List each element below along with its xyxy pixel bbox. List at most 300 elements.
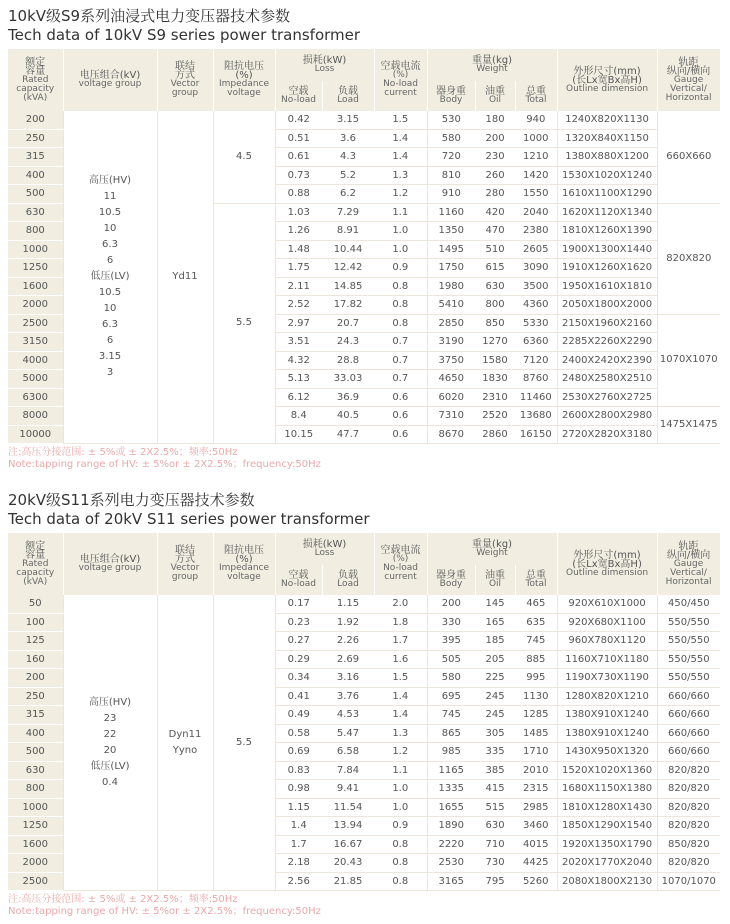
table2-cell-voltage-group — [63, 595, 157, 891]
table1-header-total-line: 总重 — [526, 86, 547, 97]
table1-cell-dimension: 2050X1800X2000 — [557, 296, 657, 315]
table1-cell-noload-loss: 0.51 — [275, 129, 322, 148]
table1 — [8, 49, 721, 444]
table2-cell-oil-weight: 165 — [475, 613, 515, 632]
table1-cell-total-weight: 940 — [515, 111, 557, 129]
table1-cell-dimension: 2150X1960X2160 — [557, 314, 657, 333]
table1-header-body — [427, 81, 475, 111]
table2-cell-load-loss: 9.41 — [322, 780, 374, 799]
table2-cell-dimension: 2080X1800X2130 — [557, 872, 657, 891]
table2-cell-noload-loss: 0.29 — [275, 650, 322, 669]
table1-cell-noload-loss: 8.4 — [275, 407, 322, 426]
table1-cell-dimension: 2720X2820X3180 — [557, 425, 657, 444]
table2-header-noload-current — [374, 533, 427, 595]
table2-header-impedance-line: (%) — [235, 554, 253, 565]
table2-cell-body-weight: 395 — [427, 632, 475, 651]
table1-cell-noload-loss: 2.11 — [275, 277, 322, 296]
table2-cell-load-loss: 11.54 — [322, 798, 374, 817]
table2-cell-noload-current: 0.8 — [374, 872, 427, 891]
table2-cell-capacity: 160 — [8, 650, 63, 669]
table1-header-voltage — [63, 49, 157, 111]
table1-voltage-group-line: 6 — [106, 335, 114, 346]
table1-cell-load-loss: 7.29 — [322, 203, 374, 222]
table2-cell-noload-loss: 1.7 — [275, 835, 322, 854]
table1-header-total-line: Total — [525, 95, 547, 105]
table2-cell-total-weight: 885 — [515, 650, 557, 669]
table2-cell-dimension: 920X680X1100 — [557, 613, 657, 632]
table1-cell-noload-loss: 0.61 — [275, 148, 322, 167]
table1-cell-impedance: 4.5 — [213, 111, 275, 203]
table1-cell-noload-loss: 2.97 — [275, 314, 322, 333]
table1-cell-gauge: 1070X1070 — [657, 314, 720, 407]
table2-header-body — [427, 565, 475, 595]
table2-cell-load-loss: 1.15 — [322, 595, 374, 613]
table2-cell-gauge: 550/550 — [657, 613, 720, 632]
table2-cell-oil-weight: 305 — [475, 724, 515, 743]
table1-voltage-group-line: 6 — [106, 255, 114, 266]
table1-cell-noload-loss: 2.52 — [275, 296, 322, 315]
table1-header-noload-loss-line: No-load — [281, 95, 316, 105]
table2-cell-noload-current: 1.4 — [374, 687, 427, 706]
table2-cell-dimension: 1160X710X1180 — [557, 650, 657, 669]
table2-cell-gauge: 660/660 — [657, 743, 720, 762]
table1-cell-total-weight: 4360 — [515, 296, 557, 315]
table1-header-noload-loss-line: 空载 — [288, 86, 309, 97]
table2-cell-dimension: 1430X950X1320 — [557, 743, 657, 762]
table2-header-vector-line: Vector — [170, 563, 200, 573]
table1-cell-dimension: 2530X2760X2725 — [557, 388, 657, 407]
table1-cell-noload-current: 0.6 — [374, 425, 427, 444]
table1-cell-noload-loss: 0.88 — [275, 185, 322, 204]
table1-cell-body-weight: 2850 — [427, 314, 475, 333]
table1-cell-capacity: 5000 — [8, 370, 63, 389]
table2-cell-noload-loss: 0.34 — [275, 669, 322, 688]
table1-vector-group-line: Yd11 — [172, 271, 198, 282]
table1-header-impedance-line: voltage — [227, 88, 261, 98]
table2-cell-load-loss: 13.94 — [322, 817, 374, 836]
table2-cell-body-weight: 2530 — [427, 854, 475, 873]
table2-header-capacity — [8, 533, 63, 595]
table2-cell-gauge: 550/550 — [657, 669, 720, 688]
table1-cell-noload-loss: 1.26 — [275, 222, 322, 241]
table2-header-loss — [275, 533, 374, 565]
table1-cell-dimension: 2400X2420X2390 — [557, 351, 657, 370]
table2-cell-oil-weight: 515 — [475, 798, 515, 817]
table2-cell-load-loss: 3.16 — [322, 669, 374, 688]
table2-cell-oil-weight: 415 — [475, 780, 515, 799]
table1-header-impedance-line: Impedance — [218, 79, 270, 89]
table2-header-vector — [157, 533, 213, 595]
table1-header-total — [515, 81, 557, 111]
table1-cell-total-weight: 2380 — [515, 222, 557, 241]
table2-cell-capacity: 100 — [8, 613, 63, 632]
table2-cell-gauge: 820/820 — [657, 798, 720, 817]
table2-header-gauge-line: 纵向/横向 — [666, 549, 711, 561]
table1-cell-gauge: 1475X1475 — [657, 407, 720, 444]
table1-cell-dimension: 1810X1260X1390 — [557, 222, 657, 241]
table2-cell-noload-loss: 2.56 — [275, 872, 322, 891]
table1-cell-oil-weight: 1580 — [475, 351, 515, 370]
table1-cell-dimension: 1530X1020X1240 — [557, 166, 657, 185]
table2-cell-noload-current: 1.2 — [374, 743, 427, 762]
table2-header-impedance-line: 阻抗电压 — [224, 545, 264, 556]
table2-header-vector-line: group — [171, 572, 199, 582]
table1-cell-capacity: 800 — [8, 222, 63, 241]
table2-cell-total-weight: 1285 — [515, 706, 557, 725]
table1-header-weight-line: Weight — [476, 64, 508, 74]
table2-cell-total-weight: 465 — [515, 595, 557, 613]
table1-header-load-loss — [322, 81, 374, 111]
table2-cell-dimension: 1280X820X1210 — [557, 687, 657, 706]
table1-cell-body-weight: 5410 — [427, 296, 475, 315]
table1-header-capacity-line: 容量 — [25, 65, 46, 77]
table2-cell-total-weight: 635 — [515, 613, 557, 632]
table2-cell-load-loss: 5.47 — [322, 724, 374, 743]
table1-cell-noload-loss: 0.42 — [275, 111, 322, 129]
table1-row — [8, 111, 720, 129]
table2-cell-noload-current: 1.0 — [374, 780, 427, 799]
table1-cell-dimension: 1320X840X1150 — [557, 129, 657, 148]
table2-cell-capacity: 1000 — [8, 798, 63, 817]
table2-cell-oil-weight: 205 — [475, 650, 515, 669]
table1-header-noload-loss — [275, 81, 322, 111]
table2-header-voltage — [63, 533, 157, 595]
table2-header-capacity-line: capacity — [16, 567, 55, 578]
table2-cell-noload-loss: 0.17 — [275, 595, 322, 613]
table2-header-noload-loss-line: 空载 — [288, 570, 309, 581]
table1-cell-total-weight: 1210 — [515, 148, 557, 167]
table1-cell-load-loss: 5.2 — [322, 166, 374, 185]
table1-cell-oil-weight: 200 — [475, 129, 515, 148]
table2-cell-oil-weight: 245 — [475, 687, 515, 706]
table1-cell-load-loss: 3.15 — [322, 111, 374, 129]
table2-cell-noload-current: 1.6 — [374, 650, 427, 669]
table1-header-body-line: 器身重 — [436, 86, 467, 97]
table1-note-en: Note:tapping range of HV: ± 5%or ± 2X2.5%；frequency:50Hz — [8, 459, 321, 470]
table1-cell-load-loss: 28.8 — [322, 351, 374, 370]
table2-cell-body-weight: 1165 — [427, 761, 475, 780]
table1-cell-oil-weight: 850 — [475, 314, 515, 333]
table1-cell-dimension: 1950X1610X1810 — [557, 277, 657, 296]
table1-body — [8, 111, 720, 444]
table2-header-oil — [475, 565, 515, 595]
table2-cell-capacity: 315 — [8, 706, 63, 725]
table1-cell-impedance: 5.5 — [213, 203, 275, 444]
table1-cell-total-weight: 5330 — [515, 314, 557, 333]
table2-cell-capacity: 1600 — [8, 835, 63, 854]
table1-cell-dimension: 2600X2800X2980 — [557, 407, 657, 426]
table2-cell-gauge: 550/550 — [657, 632, 720, 651]
table2-header-weight-line: Weight — [476, 548, 508, 558]
table2-title-cn: 20kV级S11系列电力变压器技术参数 — [8, 491, 255, 509]
table1-header-gauge-line: Horizontal — [665, 92, 712, 103]
table1-cell-body-weight: 8670 — [427, 425, 475, 444]
table2-cell-load-loss: 2.26 — [322, 632, 374, 651]
table2-cell-noload-current: 1.7 — [374, 632, 427, 651]
table1-header-gauge-line: Gauge — [673, 74, 704, 85]
table2-header-load-loss-line: 负载 — [338, 570, 358, 581]
table1-cell-total-weight: 1420 — [515, 166, 557, 185]
table2-cell-oil-weight: 710 — [475, 835, 515, 854]
table1-header-loss-line: Loss — [314, 64, 335, 74]
table1-cell-total-weight: 16150 — [515, 425, 557, 444]
table1-cell-load-loss: 4.3 — [322, 148, 374, 167]
table1-cell-body-weight: 3750 — [427, 351, 475, 370]
table2-cell-body-weight: 1655 — [427, 798, 475, 817]
table1-header-capacity-line: (kVA) — [23, 92, 48, 103]
table1-note-cn: 注:高压分接范围: ± 5%或 ± 2X2.5%；频率:50Hz — [8, 447, 238, 458]
table2-cell-total-weight: 1710 — [515, 743, 557, 762]
table1-cell-body-weight: 530 — [427, 111, 475, 129]
table1-cell-noload-loss: 1.48 — [275, 240, 322, 259]
table2 — [8, 533, 721, 891]
table2-header-impedance-line: Impedance — [218, 563, 270, 573]
table1-cell-vector-group — [157, 111, 213, 444]
table1-cell-body-weight: 4650 — [427, 370, 475, 389]
table2-voltage-group-line: 20 — [103, 744, 117, 756]
table1-header-weight-line: 重量(kg) — [472, 55, 512, 66]
table2-cell-load-loss: 6.58 — [322, 743, 374, 762]
table1-header-weight — [427, 49, 557, 81]
table1-cell-capacity: 400 — [8, 166, 63, 185]
table1-cell-total-weight: 3500 — [515, 277, 557, 296]
table1-cell-load-loss: 36.9 — [322, 388, 374, 407]
table1-cell-noload-current: 0.7 — [374, 333, 427, 352]
table2-cell-total-weight: 4425 — [515, 854, 557, 873]
table1-header-noload-current-line: current — [384, 88, 417, 98]
table1-cell-dimension: 1610X1100X1290 — [557, 185, 657, 204]
table2-cell-impedance: 5.5 — [213, 595, 275, 891]
table2-header-dimension-line: Outline dimension — [566, 567, 649, 578]
table2-cell-oil-weight: 795 — [475, 872, 515, 891]
table1-cell-dimension: 1900X1300X1440 — [557, 240, 657, 259]
table2-cell-body-weight: 1890 — [427, 817, 475, 836]
table2-cell-dimension: 1380X910X1240 — [557, 706, 657, 725]
table1-cell-total-weight: 8760 — [515, 370, 557, 389]
table1-cell-capacity: 315 — [8, 148, 63, 167]
table1-voltage-group-line: 高压(HV) — [88, 175, 132, 186]
table2-header-dimension — [557, 533, 657, 595]
table2-header-oil-line: Oil — [488, 579, 502, 589]
table1-cell-gauge: 820X820 — [657, 203, 720, 314]
table1-cell-oil-weight: 1270 — [475, 333, 515, 352]
table1-cell-voltage-group — [63, 111, 157, 444]
table1-cell-noload-current: 1.1 — [374, 203, 427, 222]
table2-cell-noload-loss: 0.41 — [275, 687, 322, 706]
table2-header-dimension-line: 外形尺寸(mm) — [573, 549, 641, 561]
table2-header-body-line: Body — [439, 579, 463, 589]
table2-cell-dimension: 1380X910X1240 — [557, 724, 657, 743]
table2-cell-noload-loss: 0.69 — [275, 743, 322, 762]
table1-cell-noload-current: 1.5 — [374, 111, 427, 129]
table2-header-impedance-line: voltage — [227, 572, 261, 582]
table1-header-oil-line: Oil — [488, 95, 502, 105]
table1-cell-oil-weight: 280 — [475, 185, 515, 204]
table1-title-en: Tech data of 10kV S9 series power transformer — [8, 26, 361, 44]
table1-cell-oil-weight: 420 — [475, 203, 515, 222]
table2-header-noload-loss — [275, 565, 322, 595]
table2-cell-noload-loss: 1.4 — [275, 817, 322, 836]
table2-cell-noload-loss: 0.49 — [275, 706, 322, 725]
table1-header-loss — [275, 49, 374, 81]
table2-cell-capacity: 500 — [8, 743, 63, 762]
table1-cell-capacity: 1000 — [8, 240, 63, 259]
table2-cell-total-weight: 2010 — [515, 761, 557, 780]
table1-cell-capacity: 3150 — [8, 333, 63, 352]
table2-cell-load-loss: 3.76 — [322, 687, 374, 706]
table2-cell-capacity: 400 — [8, 724, 63, 743]
table1-cell-gauge: 660X660 — [657, 111, 720, 203]
table2-cell-body-weight: 745 — [427, 706, 475, 725]
table2-cell-noload-current: 1.1 — [374, 761, 427, 780]
table2-cell-oil-weight: 730 — [475, 854, 515, 873]
table2-cell-dimension: 920X610X1000 — [557, 595, 657, 613]
table2-cell-noload-loss: 1.15 — [275, 798, 322, 817]
table2-cell-body-weight: 985 — [427, 743, 475, 762]
table2-cell-load-loss: 4.53 — [322, 706, 374, 725]
table2-body — [8, 595, 720, 891]
table1-cell-capacity: 200 — [8, 111, 63, 129]
table1-voltage-group-line: 6.3 — [102, 319, 118, 330]
table2-cell-capacity: 2500 — [8, 872, 63, 891]
table2-cell-total-weight: 995 — [515, 669, 557, 688]
table2-cell-body-weight: 505 — [427, 650, 475, 669]
table1-cell-load-loss: 24.3 — [322, 333, 374, 352]
table1-cell-capacity: 630 — [8, 203, 63, 222]
table1-cell-capacity: 8000 — [8, 407, 63, 426]
table2-header-gauge-line: Horizontal — [665, 576, 712, 587]
table2-cell-capacity: 630 — [8, 761, 63, 780]
table1-cell-noload-current: 1.3 — [374, 166, 427, 185]
table1-cell-oil-weight: 470 — [475, 222, 515, 241]
table2-cell-oil-weight: 185 — [475, 632, 515, 651]
table2-header-row — [8, 533, 720, 565]
table1-cell-body-weight: 7310 — [427, 407, 475, 426]
table1-header-dimension-line: 外形尺寸(mm) — [573, 65, 641, 77]
table1-cell-total-weight: 2605 — [515, 240, 557, 259]
table2-header-weight-line: 重量(kg) — [472, 539, 512, 550]
table2-header-noload-current-line: 空载电流 — [380, 545, 421, 556]
table1-cell-total-weight: 7120 — [515, 351, 557, 370]
table1-cell-noload-current: 0.7 — [374, 351, 427, 370]
table1-cell-noload-current: 1.2 — [374, 185, 427, 204]
table2-cell-capacity: 1250 — [8, 817, 63, 836]
table1-cell-load-loss: 10.44 — [322, 240, 374, 259]
table1-header-capacity-line: Rated — [22, 74, 49, 85]
table1-cell-noload-current: 0.8 — [374, 314, 427, 333]
table1-cell-noload-loss: 0.73 — [275, 166, 322, 185]
table1-cell-noload-loss: 1.03 — [275, 203, 322, 222]
table2-header-vector-line: 联结 — [175, 545, 195, 556]
table2-cell-dimension: 1850X1290X1540 — [557, 817, 657, 836]
table1-voltage-group-line: 10.5 — [98, 287, 122, 298]
table2-header-impedance — [213, 533, 275, 595]
table2-cell-gauge: 850/820 — [657, 835, 720, 854]
table2-header-voltage-line: 电压组合(kV) — [79, 554, 141, 565]
table2-cell-oil-weight: 385 — [475, 761, 515, 780]
table2-cell-total-weight: 1130 — [515, 687, 557, 706]
table2-cell-gauge: 550/550 — [657, 650, 720, 669]
table1-header-impedance-line: 阻抗电压 — [224, 61, 264, 72]
table2-section — [8, 491, 720, 918]
table2-cell-dimension: 1920X1350X1790 — [557, 835, 657, 854]
table2-cell-capacity: 125 — [8, 632, 63, 651]
table2-cell-gauge: 450/450 — [657, 595, 720, 613]
table1-header-dimension — [557, 49, 657, 111]
table1-cell-dimension: 1240X820X1130 — [557, 111, 657, 129]
table2-header-body-line: 器身重 — [436, 570, 467, 581]
table1-cell-body-weight: 6020 — [427, 388, 475, 407]
table2-cell-load-loss: 7.84 — [322, 761, 374, 780]
table2-cell-gauge: 820/820 — [657, 761, 720, 780]
table1-voltage-group-line: 10 — [103, 303, 117, 314]
table2-header-noload-current-line: No-load — [383, 563, 418, 573]
table1-cell-oil-weight: 510 — [475, 240, 515, 259]
table1-header-load-loss-line: Load — [337, 95, 359, 105]
table2-cell-body-weight: 330 — [427, 613, 475, 632]
table2-cell-total-weight: 4015 — [515, 835, 557, 854]
table1-cell-body-weight: 580 — [427, 129, 475, 148]
table1-cell-capacity: 4000 — [8, 351, 63, 370]
table2-cell-body-weight: 2220 — [427, 835, 475, 854]
table1-header-noload-current — [374, 49, 427, 111]
table2-header-vector-line: 方式 — [175, 554, 195, 565]
table2-header-capacity-line: 容量 — [25, 549, 46, 561]
table2-cell-capacity: 2000 — [8, 854, 63, 873]
table1-cell-oil-weight: 800 — [475, 296, 515, 315]
table2-cell-noload-loss: 0.23 — [275, 613, 322, 632]
table1-cell-oil-weight: 230 — [475, 148, 515, 167]
table2-cell-oil-weight: 225 — [475, 669, 515, 688]
table1-header-gauge-line: 轨距 — [678, 56, 699, 68]
table1-cell-body-weight: 910 — [427, 185, 475, 204]
table1-header-dimension-line: (长Lx宽Bx高H) — [572, 74, 642, 86]
table2-header-dimension-line: (长Lx宽Bx高H) — [572, 558, 642, 570]
table1-section — [8, 7, 720, 471]
table2-voltage-group-line: 0.4 — [102, 776, 118, 788]
table2-cell-total-weight: 5260 — [515, 872, 557, 891]
table2-cell-gauge: 820/820 — [657, 854, 720, 873]
table1-cell-capacity: 1600 — [8, 277, 63, 296]
table1-voltage-group-line: 低压(LV) — [90, 271, 130, 282]
table1-cell-noload-loss: 10.15 — [275, 425, 322, 444]
table1-cell-load-loss: 47.7 — [322, 425, 374, 444]
table1-cell-dimension: 1620X1120X1340 — [557, 203, 657, 222]
table2-header-total — [515, 565, 557, 595]
table2-title-en: Tech data of 20kV S11 series power transformer — [8, 510, 370, 528]
table2-cell-capacity: 200 — [8, 669, 63, 688]
table1-cell-oil-weight: 2860 — [475, 425, 515, 444]
table2-cell-body-weight: 3165 — [427, 872, 475, 891]
table1-cell-capacity: 1250 — [8, 259, 63, 278]
table1-title-cn: 10kV级S9系列油浸式电力变压器技术参数 — [8, 7, 291, 25]
table2-cell-noload-loss: 0.83 — [275, 761, 322, 780]
table1-header-voltage-line: 电压组合(kV) — [79, 70, 141, 81]
table2-header-capacity-line: 额定 — [25, 540, 46, 552]
table2-cell-load-loss: 2.69 — [322, 650, 374, 669]
table1-cell-capacity: 250 — [8, 129, 63, 148]
table2-header-oil-line: 油重 — [485, 570, 506, 581]
table2-cell-dimension: 1810X1280X1430 — [557, 798, 657, 817]
table2-header-total-line: 总重 — [526, 570, 547, 581]
table1-cell-body-weight: 1350 — [427, 222, 475, 241]
table2-cell-total-weight: 3460 — [515, 817, 557, 836]
table1-header-gauge — [657, 49, 720, 111]
table1-cell-oil-weight: 615 — [475, 259, 515, 278]
table1-header-oil-line: 油重 — [485, 86, 506, 97]
table1-cell-body-weight: 720 — [427, 148, 475, 167]
table2-header-total-line: Total — [525, 579, 547, 589]
